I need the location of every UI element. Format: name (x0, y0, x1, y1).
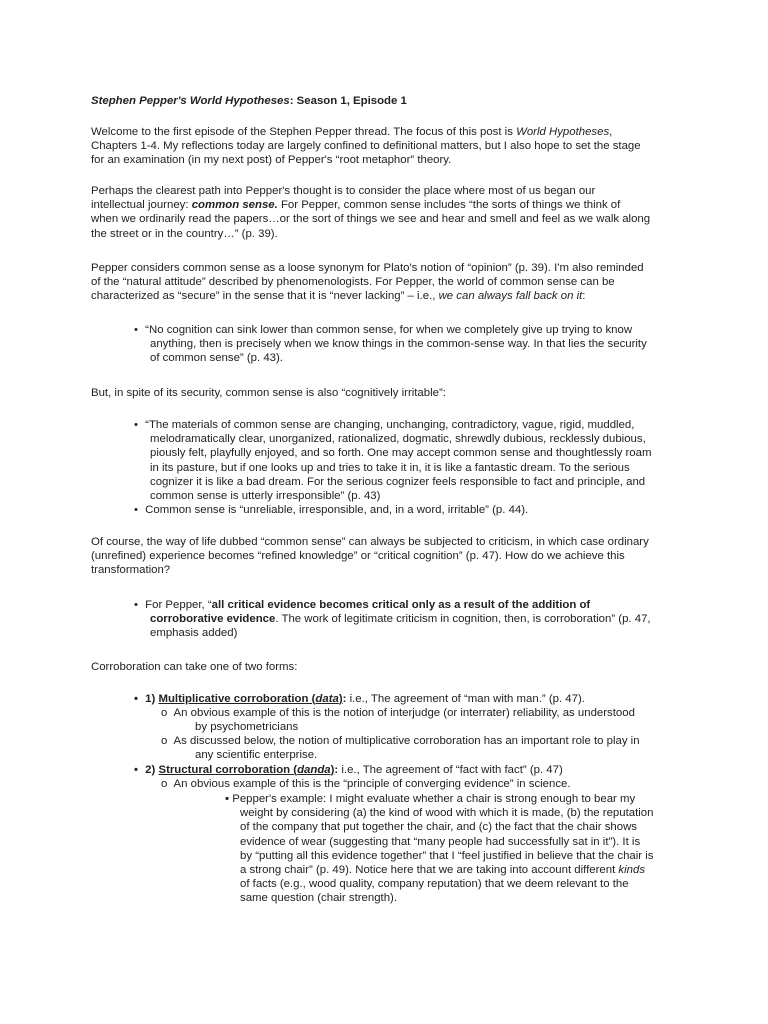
multiplicative-sub-1: o An obvious example of this is the notion of interjudge (or interrater) reliability, as understood by psychometricians (161, 707, 635, 734)
opinion-paragraph: Pepper considers common sense as a loose synonym for Plato's notion of “opinion” (p. 39). I'm also reminded of the “natural attitude” described by phenomenologists. For Pepper, the world of common sense can be characterized as “secure” in the sense that it is “never lacking” – i.e., we can always fall back on it: (91, 262, 644, 303)
common-sense-paragraph: Perhaps the clearest path into Pepper's thought is to consider the place where most of us began our intellectual journey: common sense. For Pepper, common sense includes “the sorts of things we think of when we ordinarily read the papers…or the sort of things we see and hear and smell and feel as we walk along the street or in the country…” (p. 39). (91, 185, 651, 240)
irritable-paragraph: But, in spite of its security, common sense is also “cognitively irritable”: (91, 387, 446, 399)
corroboration-quote-bullet: • For Pepper, “all critical evidence becomes critical only as a result of the addition of corroborative evidence. The work of legitimate criticism in cognition, then, is corroboration” (p. 47, emphasis added) (134, 599, 651, 640)
multiplicative-sub-2: o As discussed below, the notion of multiplicative corroboration has an important role to play in any scientific enterprise. (161, 735, 640, 762)
multiplicative-bullet: • 1) Multiplicative corroboration (data): i.e., The agreement of “man with man.” (p. 47). (134, 693, 585, 705)
forms-paragraph: Corroboration can take one of two forms: (91, 661, 298, 673)
chair-example: ▪ Pepper's example: I might evaluate whether a chair is strong enough to bear my weight by considering (a) the kind of wood with which it is made, (b) the reputation of the company that put together the chair, and (c) the fact that the chair shows evidence of wear (suggesting that “many people had successfully sat in it”). It is by “putting all this evidence together” that I “feel justified in believe that the chair is a strong chair” (p. 49). Notice here that we are taking into account different kinds of facts (e.g., wood quality, company reputation) that we deem relevant to the same question (chair strength). (225, 793, 654, 905)
criticism-paragraph: Of course, the way of life dubbed “common sense” can always be subjected to criticism, in which case ordinary (unrefined) experience becomes “refined knowledge” or “critical cognition” (p. 47). How do we achieve this transformation? (91, 536, 649, 577)
intro-paragraph: Welcome to the first episode of the Stephen Pepper thread. The focus of this post is World Hypotheses, Chapters 1-4. My reflections today are largely confined to definitional matters, but I also hope to set the stage for an examination (in my next post) of Pepper's “root metaphor” theory. (91, 126, 641, 167)
document-title: Stephen Pepper's World Hypotheses: Season 1, Episode 1 (91, 95, 407, 107)
irritable-quote-bullet: • “The materials of common sense are changing, unchanging, contradictory, vague, rigid, muddled, melodramatically clear, unorganized, rationalized, dogmatic, shrewdly dubious, recklessly dubious, piously felt, playfully enjoyed, and so forth. One may accept common sense and thoughtlessly roam in its pasture, but if one looks up and tries to take it in, it is like a fantastic dream. To the serious cognizer it is like a bad dream. For the serious cognizer feels responsible to fact and principle, and common sense is utterly irresponsible” (p. 43) (134, 419, 652, 503)
security-quote-bullet: • “No cognition can sink lower than common sense, for when we completely give up trying to know anything, then is precisely when we know things in the common-sense way. In that lies the security of common sense” (p. 43). (134, 324, 647, 365)
structural-bullet: • 2) Structural corroboration (danda): i.e., The agreement of “fact with fact” (p. 47) (134, 764, 563, 776)
square-bullet-icon: ▪ (225, 793, 230, 805)
unreliable-quote-bullet: • Common sense is “unreliable, irresponsible, and, in a word, irritable” (p. 44). (134, 504, 529, 516)
structural-sub-1: o An obvious example of this is the “principle of converging evidence” in science. (161, 778, 571, 790)
